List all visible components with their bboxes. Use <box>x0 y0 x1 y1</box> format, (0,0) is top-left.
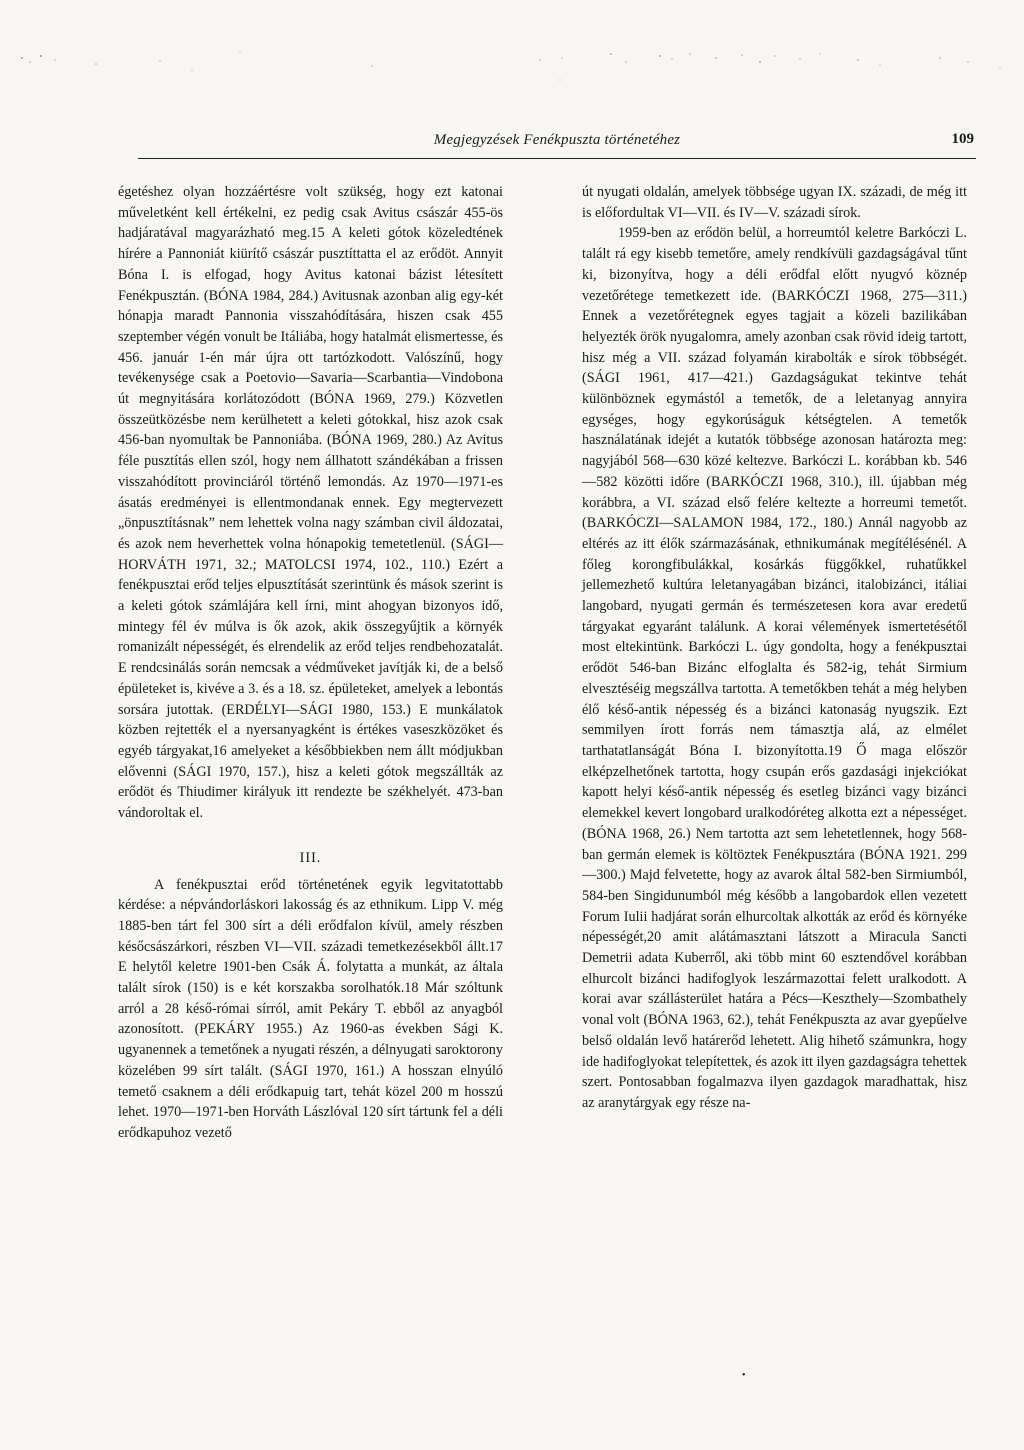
page-number: 109 <box>951 131 974 147</box>
paragraph: A fenékpusztai erőd történetének egyik legvitatottabb kérdése: a népvándorláskori lakosság és az ethnikum. Lipp V. még 1885-ben tárt fel 300 sírt a déli erődfalon kívül, amely részben későcsászárkori, részben VI—VII. századi temetkezésekből állt.17 E helytől keletre 1901-ben Csák Á. folytatta a munkát, az általa talált sírok (150) is e két korszakba sorolhatók.18 Már szóltunk arról a 28 késő-római sírról, amit Pekáry T. ebből az anyagból azonosított. (PEKÁRY 1955.) Az 1960-as években Sági K. ugyanennek a temetőnek a nyugati részén, a délnyugati saroktorony közelében 99 sírt talált. (SÁGI 1970, 161.) A hosszan elnyúló temető csaknem a déli erődkapuig tart, tehát közel 200 m hosszú lehet. 1970—1971-ben Horváth Lászlóval 120 sírt tártunk fel a déli erődkapuhoz vezető <box>118 876 503 1141</box>
paragraph: égetéshez olyan hozzáértésre volt szükség, hogy ezt katonai műveletként kell értékelni, ez pedig csak Avitus császár 455-ös hadjáratával magyarázható meg.15 A keleti gótok közeledtének hírére a Pannoniát kiürítő császár pusztíttatta el az erődöt. Annyit Bóna I. is elfogad, hogy Avitus katonai bázist létesített Fenékpusztán. (BÓNA 1984, 284.) Avitusnak azonban alig egy-két hónapja maradt Pannonia visszahódítására, hiszen csak 455 szeptember végén vonult be Itáliába, hogy hatalmát elismertesse, és 456. január 1-én már újra ott tartózkodott. Valószínű, hogy tevékenysége csak a Poetovio—Savaria—Scarbantia—Vindobona út megnyitására korlátozódott (BÓNA 1969, 279.) Közvetlen összeütközésbe nem kerülhetett a keleti gótokkal, hisz azok csak 456-ban nyomultak be Pannoniába. (BÓNA 1969, 280.) Az Avitus féle pusztítás ellen szól, hogy nem állhatott szándékában a frissen visszahódított provinciáról történő lemondás. Az 1970—1971-es ásatás eredményei is ellentmondanak ennek. Egy megtervezett „önpusztításnak” nem lehettek volna nagy számban civil áldozatai, és azok nem heverhettek volna hónapokig temetetlenül. (SÁGI—HORVÁTH 1971, 32.; MATOLCSI 1974, 102., 110.) Ezért a fenékpusztai erőd teljes elpusztítását szerintünk és mások szerint is a keleti gótok számlájára kell írni, mint ahogyan bizonyos idő, mintegy fél év múlva is ők azok, akik összegyűjtik a környék romanizált népességét, és elrendelik az erőd teljes rendbehozatalát. E rendcsinálás során nemcsak a védműveket javítják ki, de a belső épületeket is, kivéve a 3. és a 18. sz. épületeket, amelyek a lebontás sorsára jutottak. (ERDÉLYI—SÁGI 1980, 153.) E munkálatok közben rejtették el a nyersanyagként is értékes vaseszközöket és egyéb tárgyakat,16 amelyeket a későbbiekben nem állt módjukban elővenni (SÁGI 1970, 157.), hisz a keleti gótok megszállták az erődöt és Thiudimer királyuk itt rendezte be székhelyét. 473-ban vándoroltak el. <box>118 184 503 822</box>
paragraph: 1959-ben az erődön belül, a horreumtól keletre Barkóczi L. talált rá egy kisebb temetőre, amely rendkívüli gazdagságával tűnt ki, bizonyítva, hogy a déli erődfal előtt nyugvó köznép vezetőrétege temetkezett ide. (BARKÓCZI 1968, 275—311.) Ennek a vezetőrétegnek egyes tagjait a közeli bazilikában helyezték örök nyugalomra, amely azonban csak rövid ideig tartott, hisz még a VII. század folyamán kirabolták e sírok többségét. (SÁGI 1961, 417—421.) Gazdagságukat tekintve tehát különböznek egymástól a temetők, de a leletanyag annyira egységes, hogy egykorúságuk kétségtelen. A temetők használatának idejét a kutatók többsége azonosan határozta meg: nagyjából 568—630 közé keltezve. Barkóczi L. korábban kb. 546—582 közötti időre (BARKÓCZI 1968, 310.), ill. újabban még korábbra, a VI. század első felére keltezte a horreumi temetőt. (BARKÓCZI—SALAMON 1984, 172., 180.) Annál nagyobb az eltérés az itt élők származásának, ethnikumának megítélésénél. A főleg korongfibulákkal, kosárkás függőkkel, ruhatűkkel jellemezhető kultúra leletanyagában bizánci, italobizánci, itáliai langobard, nyugati germán és természetesen kora avar eredetű tárgyakat egyaránt találunk. A korai vélemények ismertetésétől most eltekintünk. Barkóczi L. úgy gondolta, hogy a fenékpusztai erődöt 546-ban Bizánc elfoglalta és 582-ig, tehát Sirmium elvesztéséig megszállva tartotta. A temetőkben tehát a még helyben élő késő-antik népesség és a bizánci katonaság nyugszik. Ezt semmilyen írott forrás nem támasztja alá, az elmélet tarthatatlanságát Bóna I. bizonyította.19 Ő maga először elképzelhetőnek tartotta, hogy csupán erős gazdasági injekciókat kapott helyi késő-antik népesség és esetleg bizánci vagy bizánci elemekkel kevert longobard uralkodóréteg alkotta ezt a népességet. (BÓNA 1968, 26.) Nem tartotta azt sem lehetetlennek, hogy 568-ban germán elemek is költöztek Fenékpusztára (BÓNA 1921. 299—300.) Majd felvetette, hogy az avarok által 582-ben Sirmiumból, 584-ben Singidunumból még később a langobardok ellen vezetett Forum Iulii hadjárat során elhurcoltak alkották az erőd és környéke népességét,20 amit alátámasztani látszott a Miracula Sancti Demetrii adata Kuberről, aki több mint 60 esztendővel korábban elhurcolt bizánci hadifoglyok leszármazottai felett uralkodott. A korai avar szállásterület határa a Pécs—Keszthely—Szombathely vonal volt (BÓNA 1963, 62.), tehát Fenékpuszta az avar gyepűelve belső oldalán levő határerőd lehetett. Alig hihető számunkra, hogy ide hadifoglyokat telepítettek, és azok itt ilyen gazdagságra tehettek szert. Pontosabban fogalmazva ilyen gazdagok maradhattak, hisz az aranytárgyak egy része na- <box>582 225 967 1111</box>
section-heading: III. <box>299 849 322 866</box>
page-header <box>138 128 976 159</box>
printer-dot: • <box>742 1370 746 1381</box>
scan-noise <box>0 40 1024 100</box>
running-title: Megjegyzések Fenékpuszta történetéhez <box>433 132 681 148</box>
left-column <box>118 182 503 1144</box>
paragraph: út nyugati oldalán, amelyek többsége ugyan IX. századi, de még itt is előfordultak VI—VII. és IV—V. századi sírok. <box>582 184 967 221</box>
right-column <box>582 182 967 1114</box>
